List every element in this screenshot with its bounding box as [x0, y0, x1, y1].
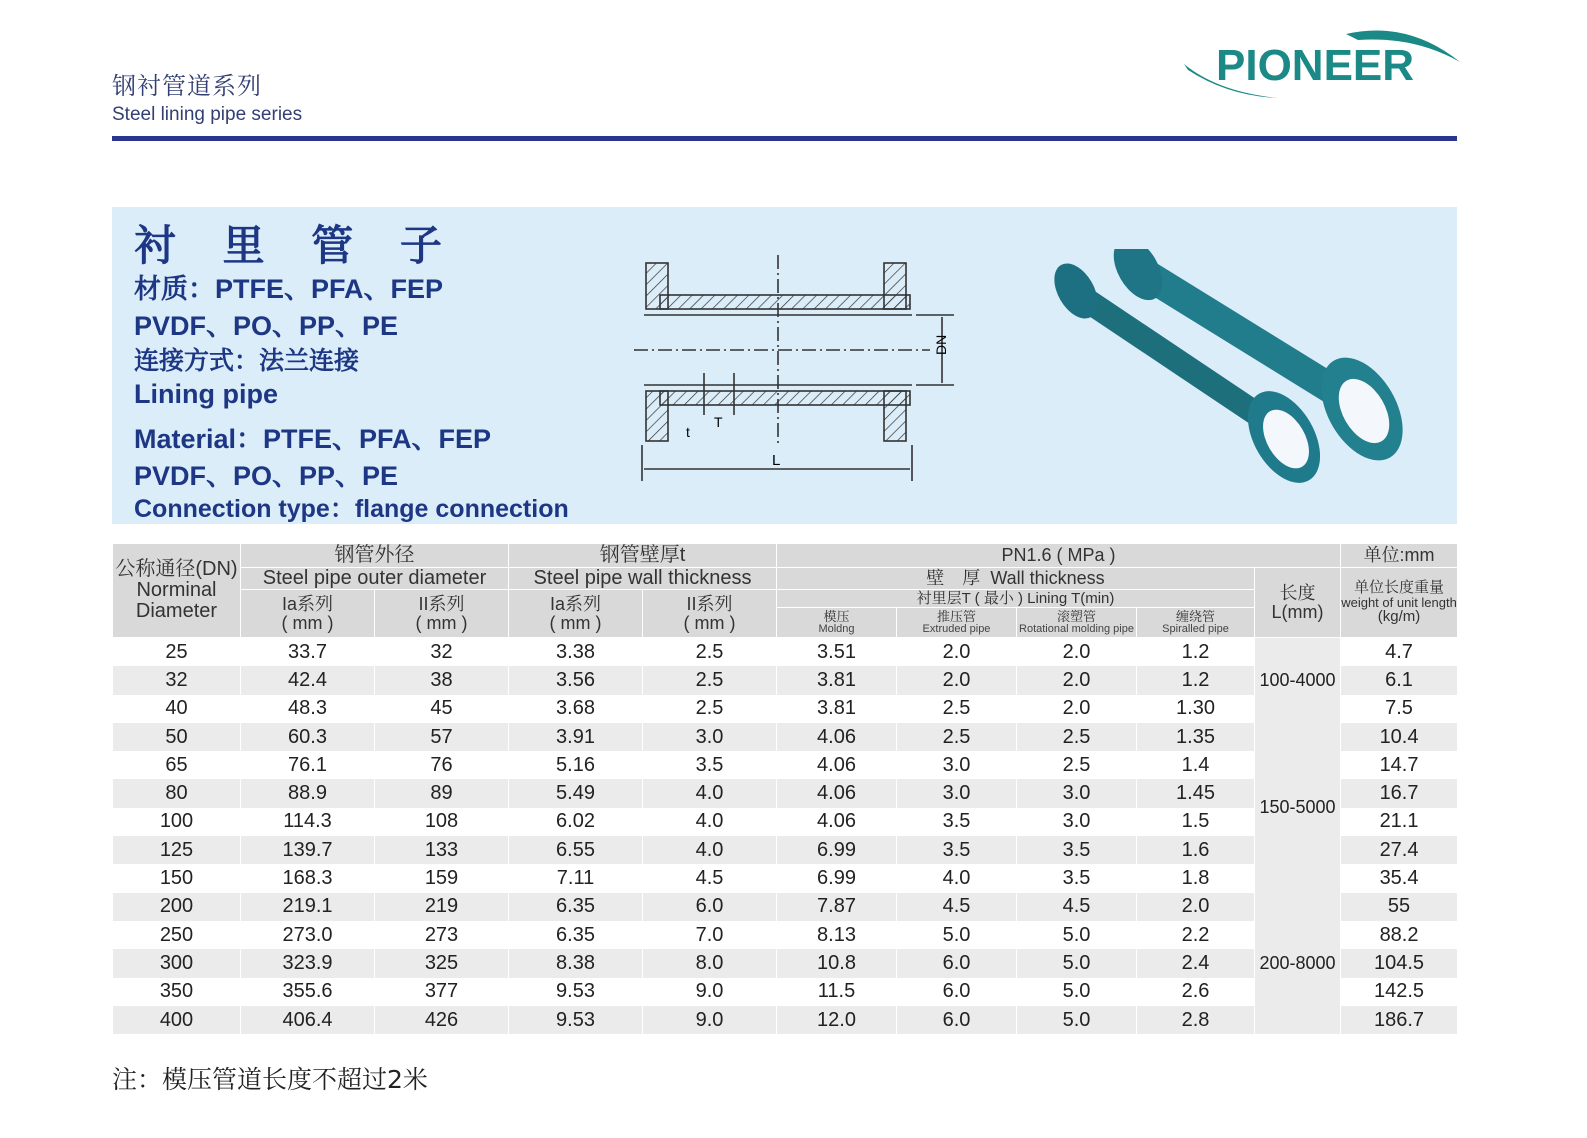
table-cell: 108 — [375, 808, 509, 836]
table-cell: 32 — [375, 638, 509, 667]
table-cell: 40 — [113, 695, 241, 723]
table-cell: 4.0 — [643, 779, 777, 807]
wt-ii-header: II系列 ( mm ) — [643, 590, 777, 638]
table-cell: 4.06 — [777, 751, 897, 779]
table-cell: 406.4 — [241, 1006, 375, 1034]
table-cell: 159 — [375, 864, 509, 892]
table-cell: 4.7 — [1341, 638, 1458, 667]
table-cell: 1.2 — [1137, 666, 1255, 694]
table-cell: 150 — [113, 864, 241, 892]
dn-label: DN — [933, 334, 949, 355]
weight-header: 单位长度重量 weight of unit length (kg/m) — [1341, 568, 1458, 638]
table-cell: 7.0 — [643, 921, 777, 949]
table-cell: 2.5 — [643, 666, 777, 694]
od-ia-header: Ia系列 ( mm ) — [241, 590, 375, 638]
table-cell: 2.5 — [897, 695, 1017, 723]
table-cell: 2.0 — [1017, 638, 1137, 667]
table-cell: 2.6 — [1137, 978, 1255, 1006]
pipe-spec-table — [112, 543, 1458, 1034]
table-cell: 5.0 — [897, 921, 1017, 949]
table-cell: 10.8 — [777, 949, 897, 977]
table-cell: 9.53 — [509, 978, 643, 1006]
table-cell: 6.55 — [509, 836, 643, 864]
table-cell: 125 — [113, 836, 241, 864]
lining-thickness-label: T — [714, 414, 723, 430]
table-cell: 200 — [113, 893, 241, 921]
table-cell: 2.2 — [1137, 921, 1255, 949]
table-cell: 48.3 — [241, 695, 375, 723]
table-cell: 60.3 — [241, 723, 375, 751]
table-cell: 50 — [113, 723, 241, 751]
table-cell: 1.30 — [1137, 695, 1255, 723]
table-cell: 4.06 — [777, 723, 897, 751]
table-cell: 142.5 — [1341, 978, 1458, 1006]
table-cell: 12.0 — [777, 1006, 897, 1034]
header-divider — [112, 136, 1457, 141]
table-cell: 2.5 — [643, 695, 777, 723]
table-cell: 2.5 — [897, 723, 1017, 751]
table-cell: 3.0 — [643, 723, 777, 751]
table-cell: 42.4 — [241, 666, 375, 694]
table-cell: 6.0 — [643, 893, 777, 921]
table-cell: 38 — [375, 666, 509, 694]
table-cell: 4.0 — [897, 864, 1017, 892]
material-en-2: PVDF、PO、PP、PE — [134, 461, 399, 491]
wt-header: 钢管壁厚t — [509, 544, 777, 568]
wt-ia-header: Ia系列 ( mm ) — [509, 590, 643, 638]
table-cell: 8.13 — [777, 921, 897, 949]
table-cell: 7.87 — [777, 893, 897, 921]
table-cell: 45 — [375, 695, 509, 723]
pn-header: PN1.6 ( MPa ) — [777, 544, 1341, 568]
table-cell: 14.7 — [1341, 751, 1458, 779]
table-row — [113, 638, 1458, 667]
table-cell: 3.0 — [897, 779, 1017, 807]
table-cell: 2.0 — [1017, 695, 1137, 723]
table-cell: 133 — [375, 836, 509, 864]
wall-thickness-header: 壁 厚 Wall thickness — [777, 568, 1255, 590]
table-cell: 3.0 — [1017, 779, 1137, 807]
connection-cn: 连接方式：法兰连接 — [134, 347, 360, 375]
table-cell: 3.5 — [643, 751, 777, 779]
table-cell: 250 — [113, 921, 241, 949]
table-cell: 323.9 — [241, 949, 375, 977]
wt-header-en: Steel pipe wall thickness — [509, 568, 777, 590]
table-cell: 55 — [1341, 893, 1458, 921]
length-range-cell: 200-8000 — [1255, 893, 1341, 1034]
table-cell: 2.0 — [1017, 666, 1137, 694]
table-cell: 32 — [113, 666, 241, 694]
table-cell: 6.99 — [777, 836, 897, 864]
table-cell: 3.81 — [777, 666, 897, 694]
table-cell: 33.7 — [241, 638, 375, 667]
table-cell: 325 — [375, 949, 509, 977]
table-cell: 2.5 — [643, 638, 777, 667]
table-cell: 11.5 — [777, 978, 897, 1006]
length-label: L — [772, 452, 781, 469]
lined-flanged-pipes-icon — [1044, 249, 1414, 489]
table-cell: 3.38 — [509, 638, 643, 667]
extruded-header: 推压管 Extruded pipe — [897, 608, 1017, 638]
table-cell: 2.0 — [897, 638, 1017, 667]
table-cell: 6.1 — [1341, 666, 1458, 694]
table-cell: 88.2 — [1341, 921, 1458, 949]
table-cell: 1.4 — [1137, 751, 1255, 779]
table-cell: 2.5 — [1017, 751, 1137, 779]
od-ii-header: II系列 ( mm ) — [375, 590, 509, 638]
table-cell: 7.5 — [1341, 695, 1458, 723]
table-cell: 1.2 — [1137, 638, 1255, 667]
table-cell: 1.35 — [1137, 723, 1255, 751]
table-cell: 186.7 — [1341, 1006, 1458, 1034]
table-cell: 6.99 — [777, 864, 897, 892]
table-cell: 400 — [113, 1006, 241, 1034]
table-cell: 355.6 — [241, 978, 375, 1006]
table-cell: 426 — [375, 1006, 509, 1034]
table-cell: 4.0 — [643, 836, 777, 864]
table-cell: 3.91 — [509, 723, 643, 751]
table-cell: 219.1 — [241, 893, 375, 921]
material-en: Material：PTFE、PFA、FEP — [134, 424, 492, 454]
table-cell: 3.51 — [777, 638, 897, 667]
table-row — [113, 893, 1458, 921]
series-title-en: Steel lining pipe series — [112, 104, 303, 125]
table-cell: 7.11 — [509, 864, 643, 892]
table-cell: 35.4 — [1341, 864, 1458, 892]
table-cell: 4.5 — [897, 893, 1017, 921]
table-cell: 16.7 — [1341, 779, 1458, 807]
table-cell: 8.38 — [509, 949, 643, 977]
table-cell: 89 — [375, 779, 509, 807]
table-cell: 6.0 — [897, 1006, 1017, 1034]
molding-header: 模压 Moldng — [777, 608, 897, 638]
table-cell: 3.0 — [1017, 808, 1137, 836]
table-cell: 273.0 — [241, 921, 375, 949]
table-cell: 2.8 — [1137, 1006, 1255, 1034]
dn-header: 公称通径(DN) Norminal Diameter — [113, 544, 241, 638]
table-cell: 76 — [375, 751, 509, 779]
table-cell: 4.5 — [643, 864, 777, 892]
table-cell: 5.16 — [509, 751, 643, 779]
table-cell: 3.68 — [509, 695, 643, 723]
product-panel — [112, 207, 1457, 524]
brand-name: PIONEER — [1216, 41, 1415, 90]
product-title: 衬 里 管 子 — [134, 221, 458, 270]
lining-header: 衬里层T ( 最小 ) Lining T(min) — [777, 590, 1255, 608]
table-cell: 25 — [113, 638, 241, 667]
table-cell: 21.1 — [1341, 808, 1458, 836]
pipe-section-diagram — [630, 255, 970, 495]
wall-thickness-label: t — [686, 424, 690, 440]
table-cell: 5.0 — [1017, 978, 1137, 1006]
table-cell: 350 — [113, 978, 241, 1006]
table-cell: 1.5 — [1137, 808, 1255, 836]
table-cell: 8.0 — [643, 949, 777, 977]
table-cell: 4.5 — [1017, 893, 1137, 921]
table-cell: 3.81 — [777, 695, 897, 723]
table-cell: 4.06 — [777, 808, 897, 836]
table-cell: 4.06 — [777, 779, 897, 807]
table-cell: 88.9 — [241, 779, 375, 807]
table-cell: 6.35 — [509, 893, 643, 921]
table-cell: 104.5 — [1341, 949, 1458, 977]
table-cell: 219 — [375, 893, 509, 921]
table-cell: 5.0 — [1017, 1006, 1137, 1034]
table-cell: 10.4 — [1341, 723, 1458, 751]
table-cell: 168.3 — [241, 864, 375, 892]
spiralled-header: 缠绕管 Spiralled pipe — [1137, 608, 1255, 638]
table-cell: 27.4 — [1341, 836, 1458, 864]
table-row — [113, 723, 1458, 751]
od-header: 钢管外径 — [241, 544, 509, 568]
table-cell: 3.5 — [1017, 864, 1137, 892]
table-cell: 4.0 — [643, 808, 777, 836]
table-cell: 3.5 — [1017, 836, 1137, 864]
table-cell: 139.7 — [241, 836, 375, 864]
table-cell: 5.49 — [509, 779, 643, 807]
table-cell: 9.53 — [509, 1006, 643, 1034]
table-cell: 6.0 — [897, 978, 1017, 1006]
table-cell: 3.5 — [897, 808, 1017, 836]
unit-header: 单位:mm — [1341, 544, 1458, 568]
table-cell: 1.45 — [1137, 779, 1255, 807]
table-cell: 3.0 — [897, 751, 1017, 779]
table-cell: 9.0 — [643, 1006, 777, 1034]
length-range-cell: 100-4000 — [1255, 638, 1341, 723]
table-cell: 6.35 — [509, 921, 643, 949]
table-cell: 6.0 — [897, 949, 1017, 977]
table-cell: 2.4 — [1137, 949, 1255, 977]
table-cell: 3.5 — [897, 836, 1017, 864]
table-cell: 5.0 — [1017, 949, 1137, 977]
pioneer-logo — [1178, 22, 1468, 106]
connection-en: Connection type：flange connection — [134, 495, 569, 523]
length-header: 长度 L(mm) — [1255, 568, 1341, 638]
table-cell: 65 — [113, 751, 241, 779]
table-cell: 2.0 — [897, 666, 1017, 694]
table-cell: 114.3 — [241, 808, 375, 836]
table-cell: 9.0 — [643, 978, 777, 1006]
table-cell: 1.8 — [1137, 864, 1255, 892]
rotational-header: 滚塑管 Rotational molding pipe — [1017, 608, 1137, 638]
table-cell: 300 — [113, 949, 241, 977]
table-cell: 3.56 — [509, 666, 643, 694]
series-title-cn: 钢衬管道系列 — [112, 72, 262, 100]
footnote: 注：模压管道长度不超过2米 — [112, 1065, 428, 1094]
table-cell: 273 — [375, 921, 509, 949]
table-cell: 57 — [375, 723, 509, 751]
material-cn-2: PVDF、PO、PP、PE — [134, 311, 399, 341]
od-header-en: Steel pipe outer diameter — [241, 568, 509, 590]
product-name-en: Lining pipe — [134, 379, 278, 409]
table-cell: 76.1 — [241, 751, 375, 779]
table-cell: 6.02 — [509, 808, 643, 836]
table-cell: 100 — [113, 808, 241, 836]
table-cell: 1.6 — [1137, 836, 1255, 864]
table-cell: 80 — [113, 779, 241, 807]
table-cell: 377 — [375, 978, 509, 1006]
table-cell: 5.0 — [1017, 921, 1137, 949]
material-cn: 材质：PTFE、PFA、FEP — [134, 274, 444, 304]
table-cell: 2.5 — [1017, 723, 1137, 751]
table-cell: 2.0 — [1137, 893, 1255, 921]
length-range-cell: 150-5000 — [1255, 723, 1341, 893]
